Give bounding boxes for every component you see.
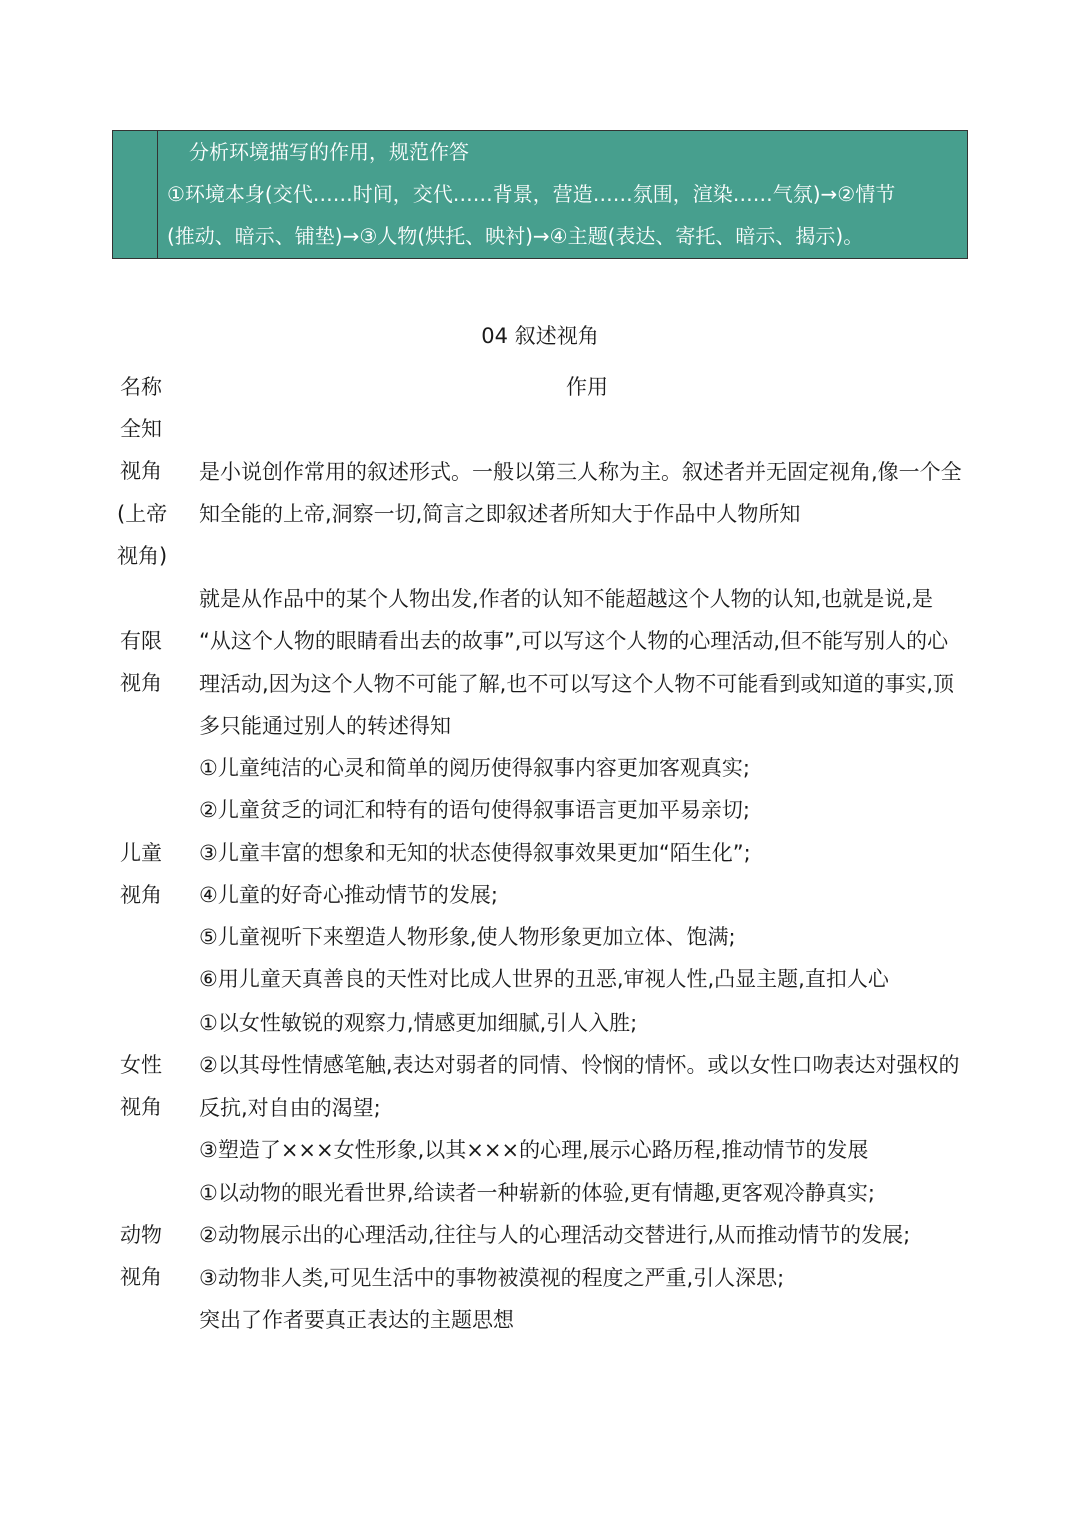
content-line: ②动物展示出的心理活动,往往与人的心理活动交替进行,从而推动情节的发展; [199, 1223, 911, 1248]
analysis-box-side-column [113, 131, 158, 258]
column-header-role: 作用 [566, 375, 608, 399]
content-line: ②儿童贫乏的词汇和特有的语句使得叙事语言更加平易亲切; [199, 798, 750, 823]
content-line: ③儿童丰富的想象和无知的状态使得叙事效果更加“陌生化”; [199, 840, 751, 865]
content-line: 突出了作者要真正表达的主题思想 [199, 1307, 514, 1332]
content-line: ⑥用儿童天真善良的天性对比成人世界的丑恶,审视人性,凸显主题,直扣人心 [199, 967, 889, 992]
content-line: ③动物非人类,可见生活中的事物被漠视的程度之严重,引人深思; [199, 1265, 785, 1290]
row-label-line: 视角 [120, 671, 162, 696]
content-line: ④儿童的好奇心推动情节的发展; [199, 882, 498, 907]
row-label-line: 动物 [120, 1223, 162, 1247]
analysis-box-line-2: (推动、暗示、铺垫)→③人物(烘托、映衬)→④主题(表达、寄托、暗示、揭示)。 [167, 224, 864, 248]
content-line: 理活动,因为这个人物不可能了解,也不可以写这个人物不可能看到或知道的事实,顶 [199, 671, 955, 696]
row-label-omniscient [117, 408, 187, 577]
row-content-omniscient [199, 451, 962, 536]
row-label-line: 女性 [120, 1053, 162, 1077]
content-line: ②以其母性情感笔触,表达对弱者的同情、怜悯的情怀。或以女性口吻表达对强权的 [199, 1053, 960, 1078]
row-label-line: 有限 [120, 629, 162, 653]
analysis-box-line-1: ①环境本身(交代……时间，交代……背景，营造……氛围，渲染……气氛)→②情节 [167, 182, 896, 206]
row-content-child [199, 747, 889, 1001]
content-line: ①以女性敏锐的观察力,情感更加细腻,引人入胜; [199, 1011, 638, 1035]
content-line: 反抗,对自由的渴望; [199, 1095, 381, 1120]
row-label-line: (上帝 [117, 501, 168, 526]
content-line: 多只能通过别人的转述得知 [199, 713, 451, 738]
row-content-female [199, 1002, 960, 1171]
analysis-box [112, 130, 968, 259]
row-label-animal [117, 1214, 187, 1299]
content-line: “从这个人物的眼睛看出去的故事”,可以写这个人物的心理活动,但不能写别人的心 [199, 629, 949, 654]
row-label-line: 视角 [120, 1095, 162, 1120]
content-line: ①以动物的眼光看世界,给读者一种崭新的体验,更有情趣,更客观冷静真实; [199, 1181, 875, 1205]
row-content-animal [199, 1172, 910, 1341]
row-label-line: 全知 [120, 417, 162, 441]
content-line: ③塑造了×××女性形象,以其×××的心理,展示心路历程,推动情节的发展 [199, 1137, 869, 1162]
row-label-line: 视角 [120, 459, 162, 484]
column-header-name: 名称 [120, 375, 162, 399]
row-label-line: 视角) [117, 543, 168, 568]
row-label-child [117, 832, 187, 917]
row-label-limited [117, 620, 187, 705]
section-title: 04 叙述视角 [481, 324, 599, 348]
analysis-box-title: 分析环境描写的作用，规范作答 [189, 140, 469, 164]
row-label-line: 视角 [120, 1265, 162, 1290]
row-label-line: 儿童 [120, 841, 162, 865]
row-label-female [117, 1044, 187, 1129]
content-line: ⑤儿童视听下来塑造人物形象,使人物形象更加立体、饱满; [199, 925, 736, 950]
row-content-limited [199, 578, 954, 747]
content-line: 就是从作品中的某个人物出发,作者的认知不能超越这个人物的认知,也就是说,是 [199, 587, 934, 611]
row-label-line: 视角 [120, 883, 162, 908]
content-line: ①儿童纯洁的心灵和简单的阅历使得叙事内容更加客观真实; [199, 756, 750, 780]
content-line: 是小说创作常用的叙述形式。一般以第三人称为主。叙述者并无固定视角,像一个全 [199, 460, 962, 484]
analysis-box-text [167, 131, 961, 257]
content-line: 知全能的上帝,洞察一切,简言之即叙述者所知大于作品中人物所知 [199, 502, 801, 527]
